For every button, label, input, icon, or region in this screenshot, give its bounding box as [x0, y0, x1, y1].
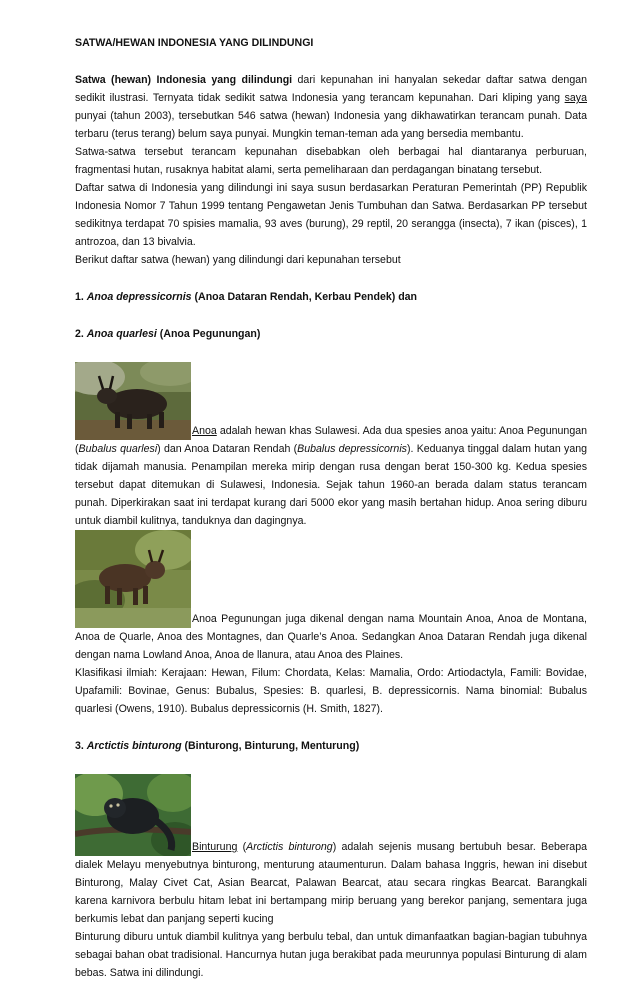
anoa-paragraph-2 — [75, 530, 587, 664]
document-body — [75, 34, 587, 982]
saya-link[interactable]: saya — [564, 92, 587, 104]
section-3-common-names: (Binturong, Binturung, Menturung) — [181, 740, 360, 752]
binturong-image — [75, 774, 191, 856]
section-2-heading — [75, 325, 587, 343]
anoa-photo-2 — [75, 530, 191, 628]
section-1-latin-name: Anoa depressicornis — [86, 291, 192, 303]
anoa-text-b: ) dan Anoa Dataran Rendah ( — [157, 443, 298, 455]
anoa-image-1 — [75, 362, 191, 440]
document-title: SATWA/HEWAN INDONESIA YANG DILINDUNGI — [75, 37, 314, 49]
intro-paragraph-4: Berikut daftar satwa (hewan) yang dilindungi dari kepunahan tersebut — [75, 254, 401, 266]
intro-lead-tail: punyai (tahun 2003), tersebutkan 546 satwa (hewan) Indonesia yang dikhawatirkan terancam punah. Data terbaru (terus terang) belum saya punyai. Mungkin teman-teman ada yang bersedia membantu. — [75, 110, 587, 140]
section-3-heading — [75, 737, 587, 755]
section-1-heading — [75, 288, 587, 306]
binturong-photo — [75, 774, 191, 856]
anoa-image-2 — [75, 530, 191, 628]
section-3-latin-name: Arctictis binturong — [86, 740, 182, 752]
anoa-classification: Klasifikasi ilmiah: Kerajaan: Hewan, Filum: Chordata, Kelas: Mamalia, Ordo: Artiodactyla, Famili: Bovidae, Upafamili: Bovinae, Genus: Bubalus, Spesies: B. quarlesi, B. depressicornis. Nama binomial: Bubalus quarlesi (Owens, 1910). Bubalus depressicornis (H. Smith, 1827). — [75, 667, 587, 715]
anoa-link[interactable]: Anoa — [192, 425, 217, 437]
arctictis-binturong-name: Arctictis binturong — [246, 841, 333, 853]
anoa-paragraph-1 — [75, 362, 587, 530]
binturung-link[interactable]: Binturung — [192, 841, 238, 853]
intro-paragraph-1 — [75, 71, 587, 143]
bubalus-depressicornis-name: Bubalus depressicornis — [297, 443, 407, 455]
anoa-alias-text: Anoa Pegunungan juga dikenal dengan nama Mountain Anoa, Anoa de Montana, Anoa de Quarle, Anoa des Montagnes, dan Quarle’s Anoa. Sedangkan Anoa Dataran Rendah juga dikenal dengan nama Lowland Anoa, Anoa de llanura, atau Anoa des Plaines. — [75, 613, 587, 661]
anoa-text-c: ). Keduanya tinggal dalam hutan yang tidak dijamah manusia. Penampilan mereka mirip dengan rusa dengan berat 150-300 kg. Kedua spesies tersebut dapat ditemukan di Sulawesi, Indonesia. Sejak tahun 1960-an berada dalam status terancam punah. Diperkirakan saat ini terdapat kurang dari 5000 ekor yang masih bertahan hidup. Anoa sering diburu untuk diambil kulitnya, tanduknya dan dagingnya. — [75, 443, 587, 527]
section-1-common-names: (Anoa Dataran Rendah, Kerbau Pendek) dan — [191, 291, 418, 303]
binturong-text-a: ( — [237, 841, 247, 853]
section-3-number: 3. — [75, 740, 87, 752]
binturong-paragraph-2: Binturung diburu untuk diambil kulitnya yang berbulu tebal, dan untuk dimanfaatkan bagian-bagian tubuhnya sebagai bahan obat tradisional. Hancurnya hutan juga berakibat pada meurunnya populasi Binturung di alam bebas. Satwa ini dilindungi. — [75, 931, 587, 979]
binturong-text-b: ) adalah sejenis musang bertubuh besar. Beberapa dialek Melayu menyebutnya binturong, menturung ataumenturun. Dalam bahasa Inggris, hewan ini disebut Binturong, Malay Civet Cat, Asian Bearcat, Palawan Bearcat, atau secara ringkas Bearcat. Barangkali karena karnivora berbulu hitam lebat ini bertampang mirip beruang yang berekor panjang, sementara juga berkumis lebat dan panjang seperti kucing — [75, 841, 587, 925]
intro-paragraph-3: Daftar satwa di Indonesia yang dilindungi ini saya susun berdasarkan Peraturan Pemerintah (PP) Republik Indonesia Nomor 7 Tahun 1999 tentang Pengawetan Jenis Tumbuhan dan Satwa. Berdasarkan PP tersebut sedikitnya terdapat 70 spisies mamalia, 93 aves (burung), 29 reptil, 20 serangga (insecta), 7 ikan (pisces), 1 antrozoa, dan 13 bivalvia. — [75, 182, 587, 248]
binturong-paragraph-1 — [75, 774, 587, 928]
anoa-photo-1 — [75, 362, 191, 440]
section-2-latin-name: Anoa quarlesi — [86, 328, 157, 340]
intro-lead-text: dari kepunahan ini hanyalan sekedar daftar satwa dengan sedikit ilustrasi. Ternyata tidak sedikit satwa Indonesia yang terancam kepunahan. Dari kliping yang — [75, 74, 587, 104]
intro-paragraph-2: Satwa-satwa tersebut terancam kepunahan disebabkan oleh berbagai hal diantaranya perburuan, fragmentasi hutan, rusaknya habitat alami, serta pemeliharaan dan perdagangan binatang tersebut. — [75, 146, 587, 176]
section-2-number: 2. — [75, 328, 87, 340]
bubalus-quarlesi-name: Bubalus quarlesi — [78, 443, 158, 455]
spacer — [75, 755, 587, 774]
anoa-text-a: adalah hewan khas Sulawesi. Ada dua spesies anoa yaitu: Anoa Pegunungan ( — [75, 425, 587, 455]
section-2-common-names: (Anoa Pegunungan) — [156, 328, 261, 340]
section-1-number: 1. — [75, 291, 87, 303]
intro-lead-bold: Satwa (hewan) Indonesia yang dilindungi — [75, 74, 293, 86]
spacer — [75, 343, 587, 362]
